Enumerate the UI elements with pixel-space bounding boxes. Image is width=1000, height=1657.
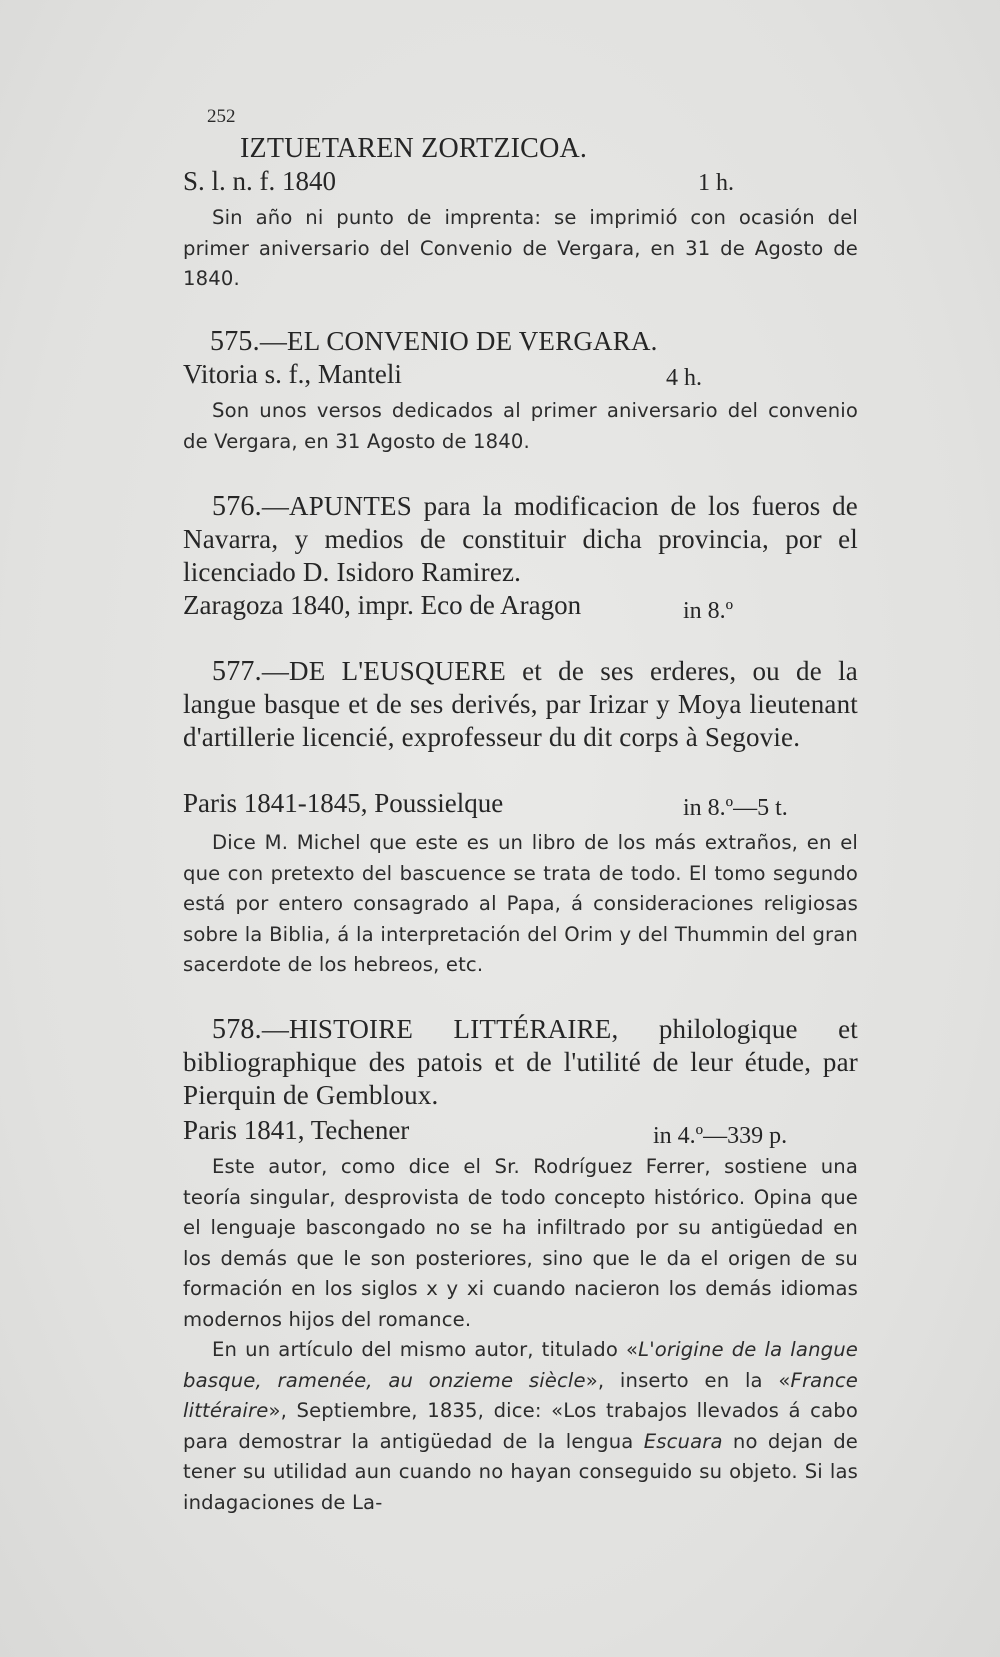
entry-576-extent: in 8.º <box>683 598 734 624</box>
entry-576-title-text: —APUNTES para la modificacion de los fueros de Navarra, y medios de constituir dicha provincia, por el licenciado D. Isidoro Ramirez. <box>183 491 858 587</box>
entry-576-number: 576. <box>212 491 262 522</box>
note2-italic-journal: France littéraire <box>183 1368 859 1422</box>
entry-578-imprint <box>183 1114 858 1147</box>
entry-576-imprint <box>183 589 858 622</box>
entry-578-note: Este autor, como dice el Sr. Rodríguez Ferrer, sostiene una teoría singular, desprovista de todo concepto histórico. Opina que el lenguaje bascongado no se ha infiltrado por su antigüedad en los demás que le son posteriores, sino que le da el origen de su formación en los siglos x y xi cuando nacieron los demás idiomas modernos hijos del romance. <box>183 1155 858 1331</box>
entry-578-note2 <box>183 1335 858 1518</box>
entry-577-note: Dice M. Michel que este es un libro de los más extraños, en el que con pretexto del bascuence se trata de todo. El tomo segundo está por entero consagrado al Papa, á consideraciones religiosas sobre la Biblia, á la interpretación del Orim y del Thummin del gran sacerdote de los hebreos, etc. <box>183 831 858 976</box>
entry-578-title <box>183 1013 858 1112</box>
entry-575-note: Son unos versos dedicados al primer aniversario del convenio de Vergara, en 31 Agosto de 1840. <box>183 399 858 453</box>
heading-title: IZTUETAREN ZORTZICOA. <box>240 133 588 164</box>
entry-577-title-text: —DE L'EUSQUERE et de ses erderes, ou de la langue basque et de ses derivés, par Irizar y Moya lieutenant d'artillerie licencié, exprofesseur du dit corps à Segovie. <box>183 656 858 752</box>
entry-577-title <box>183 655 858 754</box>
entry-578-title-text: —HISTOIRE LITTÉRAIRE, philologique et bibliographique des patois et de l'utilité de leur étude, par Pierquin de Gembloux. <box>183 1014 858 1110</box>
note2-text-4: no dejan de tener su utilidad aun cuando no hayan conseguido su objeto. Si las indagaciones de La- <box>183 1429 859 1514</box>
entry-575-imprint <box>183 358 858 391</box>
heading-imprint-text: S. l. n. f. 1840 <box>183 166 337 196</box>
entry-576-title <box>183 490 858 589</box>
note2-italic-title: L'origine de la langue basque, ramenée, au onzieme siècle <box>183 1338 858 1392</box>
entry-576-imprint-text: Zaragoza 1840, impr. Eco de Aragon <box>183 590 582 620</box>
entry-575-number: 575. <box>210 326 260 357</box>
note2-text-2: », inserto en la « <box>585 1368 791 1392</box>
entry-577-number: 577. <box>212 656 262 687</box>
entry-577-imprint-text: Paris 1841-1845, Poussielque <box>183 788 504 818</box>
entry-577-imprint <box>183 787 858 820</box>
entry-575-extent: 4 h. <box>666 365 702 391</box>
entry-578-imprint-text: Paris 1841, Techener <box>183 1115 410 1145</box>
entry-578-number: 578. <box>212 1014 262 1045</box>
entry-578-extent: in 4.º—339 p. <box>653 1123 788 1149</box>
entry-575-imprint-text: Vitoria s. f., Manteli <box>183 359 402 389</box>
note2-text-1: En un artículo del mismo autor, titulado « <box>212 1338 639 1361</box>
entry-577-extent: in 8.º—5 t. <box>683 795 788 821</box>
entry-575-title <box>210 325 860 358</box>
entry-575-title-text: —EL CONVENIO DE VERGARA. <box>259 326 658 356</box>
heading-extent: 1 h. <box>698 170 734 196</box>
note2-italic-word: Escuara <box>643 1429 723 1453</box>
heading-note: Sin año ni punto de imprenta: se imprimió con ocasión del primer aniversario del Convenio de Vergara, en 31 de Agosto de 1840. <box>183 206 858 290</box>
heading-imprint <box>183 165 858 198</box>
note2-text-3: », Septiembre, 1835, dice: «Los trabajos llevados á cabo para demostrar la antigüedad de la lengua <box>183 1399 858 1453</box>
page-number: 252 <box>207 106 236 127</box>
